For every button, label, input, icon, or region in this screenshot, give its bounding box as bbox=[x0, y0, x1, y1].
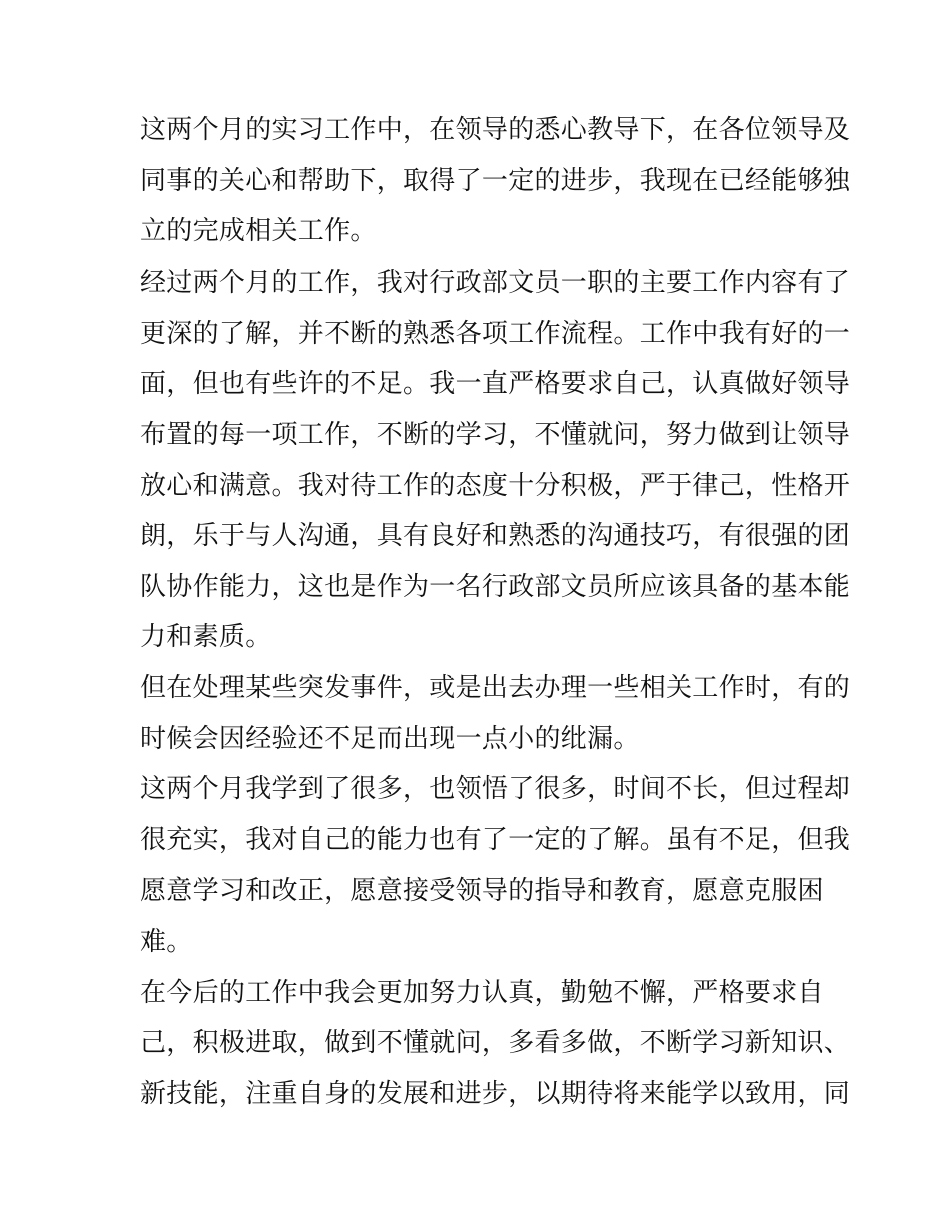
text-line: 很充实，我对自己的能力也有了一定的了解。虽有不足，但我 bbox=[140, 825, 851, 855]
text-line: 同事的关心和帮助下，取得了一定的进步，我现在已经能够独 bbox=[140, 166, 851, 196]
text-line: 己，积极进取，做到不懂就问，多看多做，不断学习新知识、 bbox=[140, 1028, 851, 1058]
text-line: 这两个月的实习工作中，在领导的悉心教导下，在各位领导及 bbox=[140, 115, 851, 145]
text-line: 经过两个月的工作，我对行政部文员一职的主要工作内容有了 bbox=[140, 268, 851, 298]
text-line: 面，但也有些许的不足。我一直严格要求自己，认真做好领导 bbox=[140, 369, 851, 399]
text-line: 时候会因经验还不足而出现一点小的纰漏。 bbox=[140, 724, 640, 754]
text-line: 新技能，注重自身的发展和进步，以期待将来能学以致用，同 bbox=[140, 1079, 851, 1109]
text-line: 这两个月我学到了很多，也领悟了很多，时间不长，但过程却 bbox=[140, 774, 851, 804]
text-line: 朗，乐于与人沟通，具有良好和熟悉的沟通技巧，有很强的团 bbox=[140, 521, 851, 551]
text-line: 立的完成相关工作。 bbox=[140, 216, 377, 246]
text-line: 愿意学习和改正，愿意接受领导的指导和教育，愿意克服困 bbox=[140, 876, 824, 906]
text-line: 在今后的工作中我会更加努力认真，勤勉不懈，严格要求自 bbox=[140, 978, 824, 1008]
text-line: 队协作能力，这也是作为一名行政部文员所应该具备的基本能 bbox=[140, 572, 851, 602]
text-line: 布置的每一项工作，不断的学习，不懂就问，努力做到让领导 bbox=[140, 420, 851, 450]
text-line: 更深的了解，并不断的熟悉各项工作流程。工作中我有好的一 bbox=[140, 319, 851, 349]
text-line: 难。 bbox=[140, 927, 193, 957]
text-line: 但在处理某些突发事件，或是出去办理一些相关工作时，有的 bbox=[140, 673, 851, 703]
text-line: 力和素质。 bbox=[140, 622, 272, 652]
text-line: 放心和满意。我对待工作的态度十分积极，严于律己，性格开 bbox=[140, 471, 851, 501]
